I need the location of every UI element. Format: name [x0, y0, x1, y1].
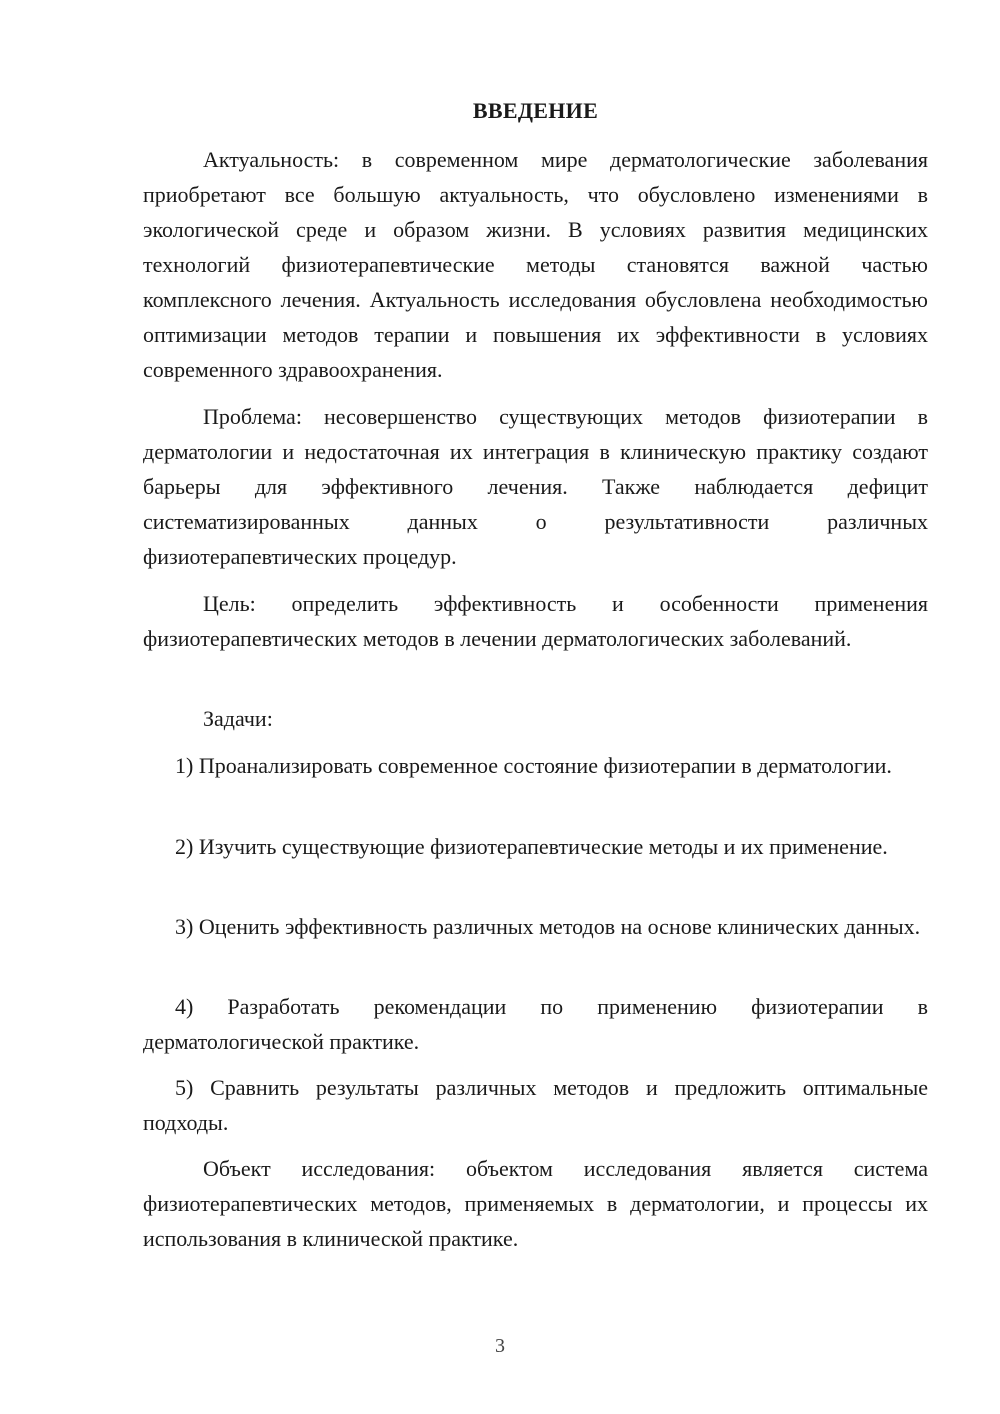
page-title: ВВЕДЕНИЕ — [472, 98, 599, 123]
object-paragraph: Объект исследования: объектом исследования является система физиотерапевтических методов, применяемых в дерматологии, и процессы их использования в клинической практике. — [143, 1156, 928, 1251]
task-item-3: 3) Оценить эффективность различных методов на основе клинических данных. — [175, 914, 921, 939]
tasks-heading: Задачи: — [203, 706, 273, 731]
problem-paragraph: Проблема: несовершенство существующих методов физиотерапии в дерматологии и недостаточная их интеграция в клиническую практику создают барьеры для эффективного лечения. Также наблюдается дефицит систематизированных данных о результативности различных физиотерапевтических процедур. — [143, 404, 928, 569]
relevance-paragraph: Актуальность: в современном мире дерматологические заболевания приобретают все большую актуальность, что обусловлено изменениями в экологической среде и образом жизни. В условиях развития медицинских технологий физиотерапевтические методы становятся важной частью комплексного лечения. Актуальность исследования обусловлена необходимостью оптимизации методов терапии и повышения их эффективности в условиях современного здравоохранения. — [143, 147, 928, 382]
task-item-2: 2) Изучить существующие физиотерапевтические методы и их применение. — [175, 834, 888, 859]
goal-paragraph: Цель: определить эффективность и особенности применения физиотерапевтических методов в лечении дерматологических заболеваний. — [143, 591, 928, 651]
task-item-4: 4) Разработать рекомендации по применению физиотерапии в дерматологической практике. — [143, 994, 928, 1054]
task-item-1: 1) Проанализировать современное состояние физиотерапии в дерматологии. — [175, 753, 892, 778]
task-item-5: 5) Сравнить результаты различных методов и предложить оптимальные подходы. — [143, 1075, 928, 1135]
page-number: 3 — [495, 1335, 505, 1357]
